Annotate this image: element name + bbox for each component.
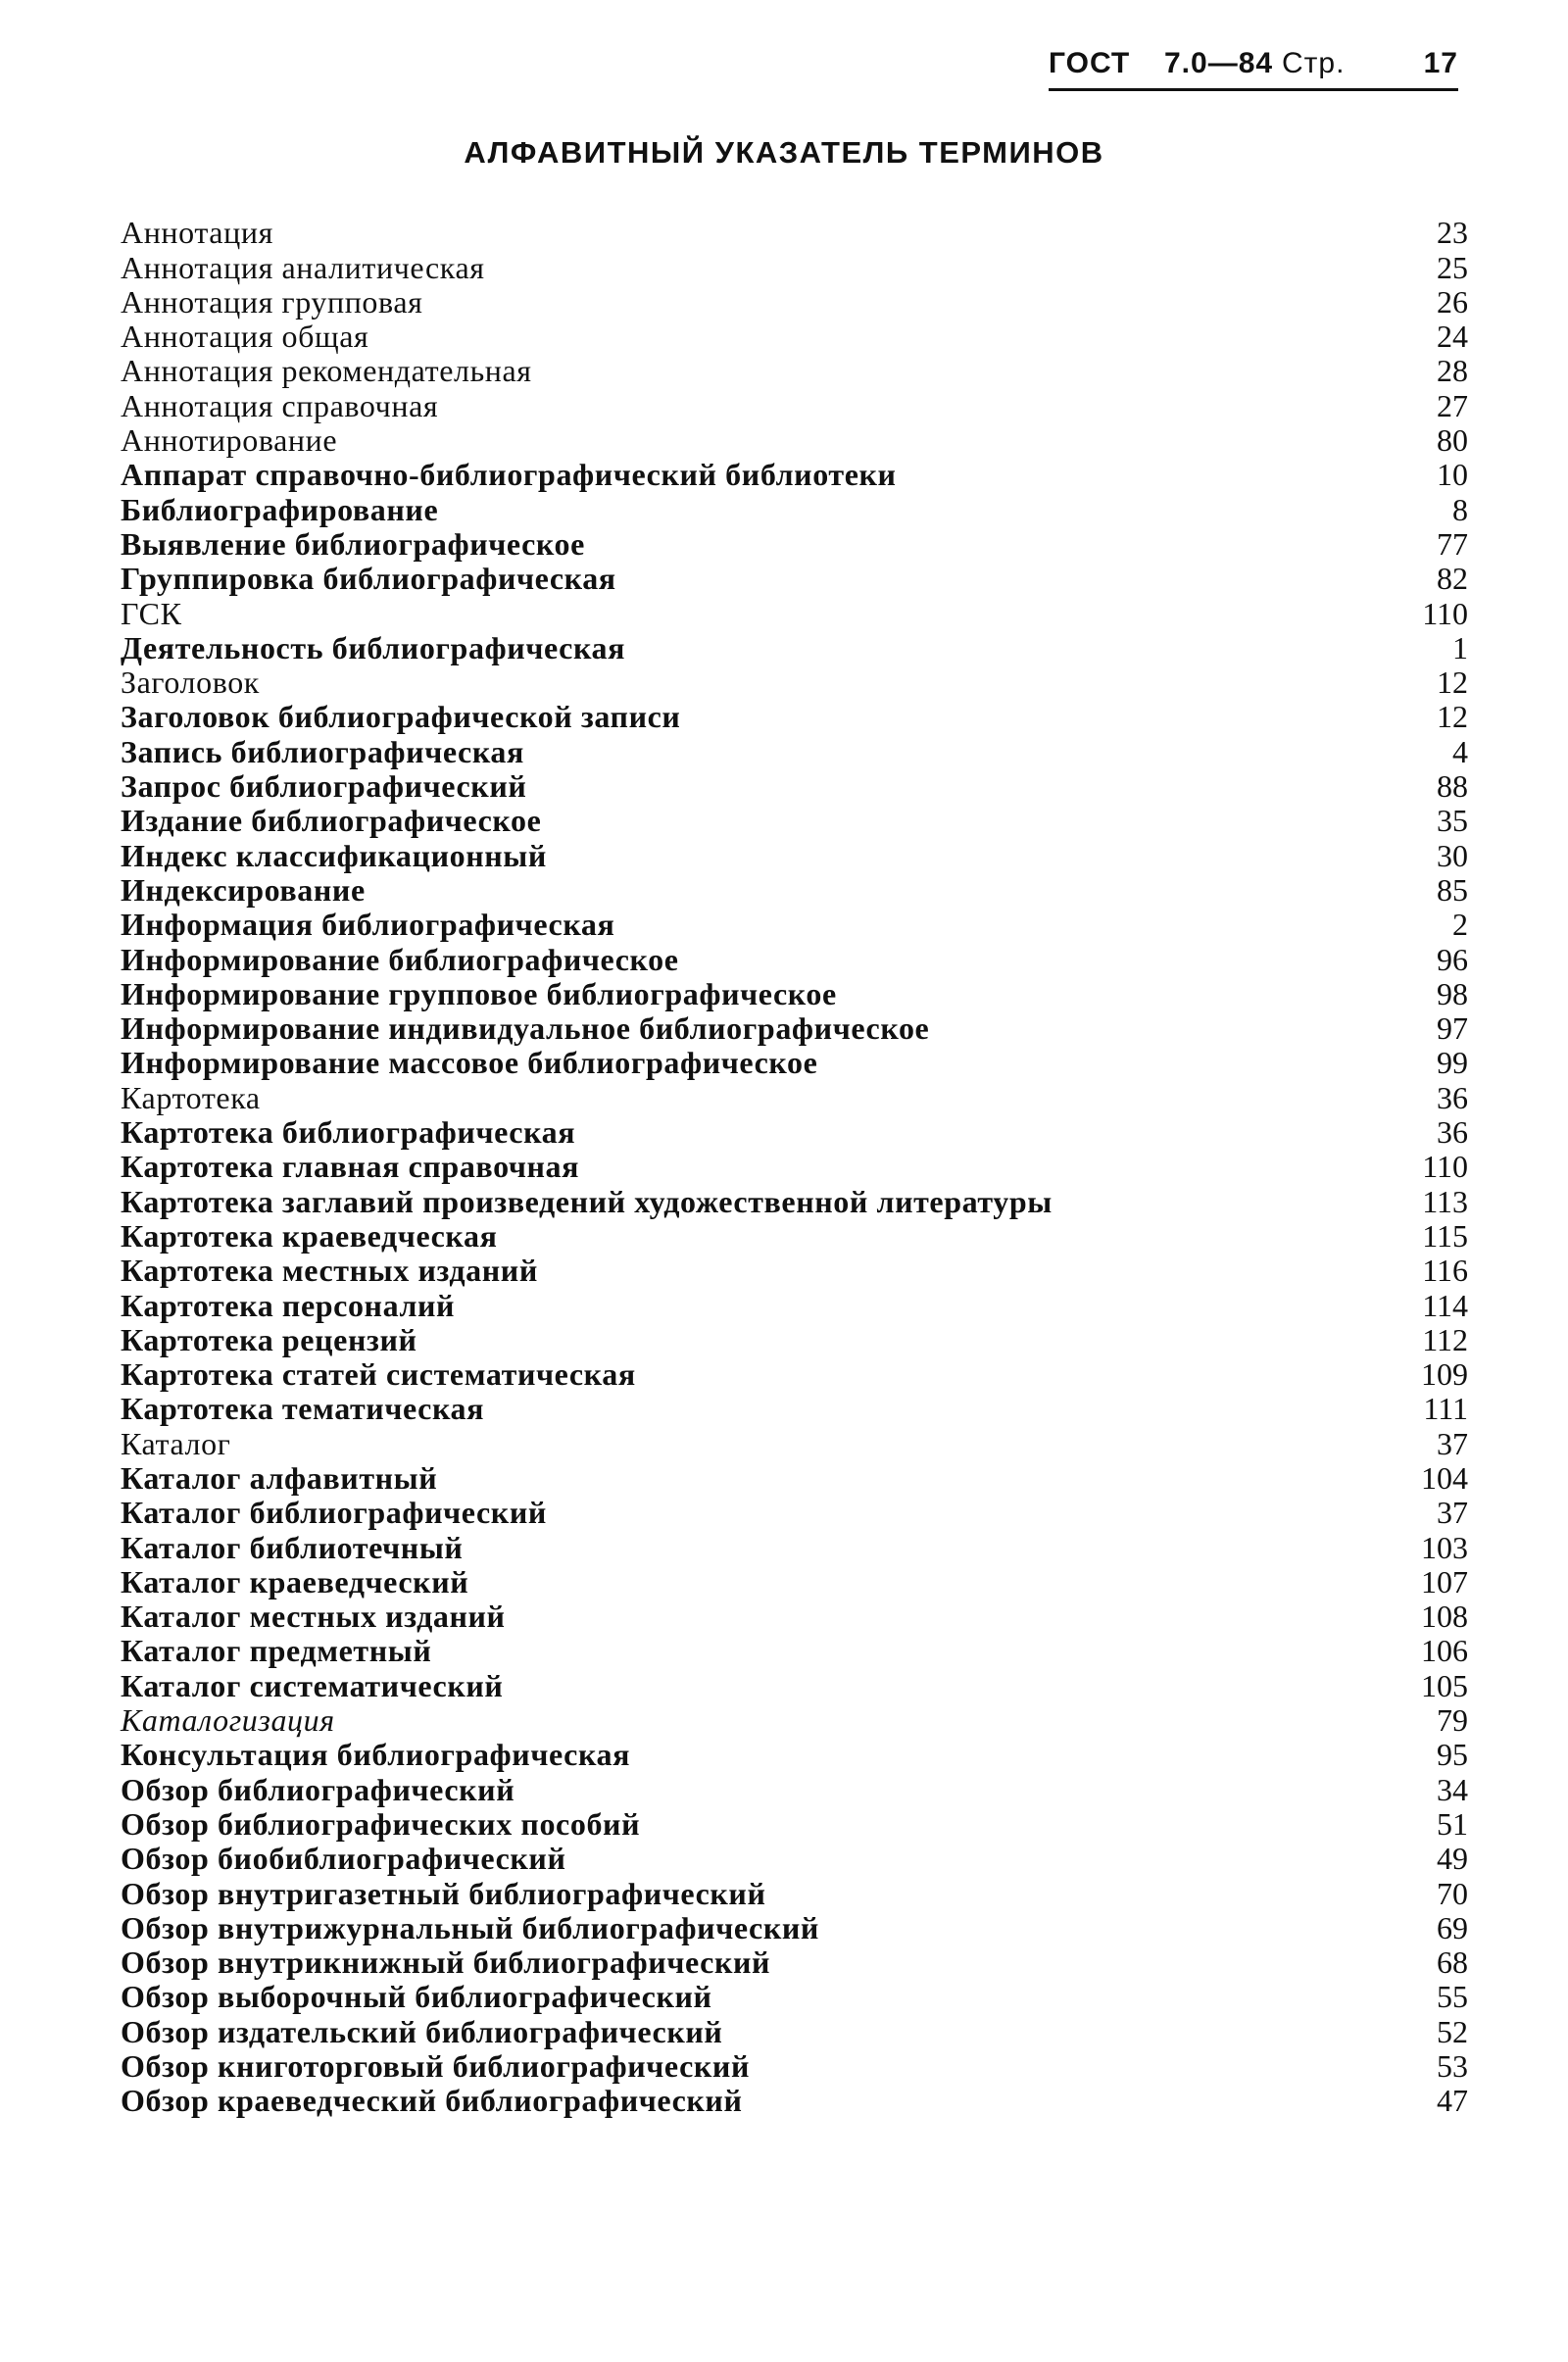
index-entry (121, 456, 1473, 493)
index-entry (121, 940, 1473, 977)
index-ref-number: 23 (1437, 215, 1468, 251)
index-term: Заголовок библиографической записи (121, 699, 681, 735)
index-entry (121, 421, 1473, 459)
index-term: Картотека персоналий (121, 1287, 456, 1323)
index-term: Каталог (121, 1425, 231, 1461)
index-entry (121, 975, 1473, 1009)
index-ref-number: 10 (1437, 457, 1468, 493)
index-entry (121, 1805, 1473, 1840)
index-entry (121, 248, 1473, 285)
index-entry (121, 664, 1473, 701)
index-ref-number: 98 (1437, 975, 1468, 1011)
index-entry (121, 1078, 1473, 1115)
index-ref-number: 104 (1421, 1459, 1468, 1496)
index-entry (121, 698, 1473, 735)
page-title: АЛФАВИТНЫЙ УКАЗАТЕЛЬ ТЕРМИНОВ (464, 135, 1104, 170)
running-header (1049, 47, 1458, 91)
index-ref-number: 30 (1437, 837, 1468, 873)
index-ref-number: 85 (1437, 871, 1468, 908)
index-term: Аннотация общая (121, 319, 369, 355)
term-index-list (121, 214, 1473, 2119)
index-ref-number: 36 (1437, 1114, 1468, 1151)
index-entry (121, 386, 1473, 423)
index-ref-number: 28 (1437, 353, 1468, 389)
index-term: Каталог библиографический (121, 1495, 547, 1531)
index-ref-number: 37 (1437, 1425, 1468, 1461)
index-entry (121, 802, 1473, 839)
index-term: Обзор внутригазетный библиографический (121, 1875, 766, 1911)
index-entry (121, 1944, 1473, 1981)
index-entry (121, 732, 1473, 769)
index-term: Заголовок (121, 664, 260, 701)
index-entry (121, 1598, 1473, 1635)
index-ref-number: 116 (1422, 1253, 1468, 1289)
index-entry (121, 767, 1473, 805)
index-ref-number: 108 (1421, 1599, 1468, 1635)
index-entry (121, 525, 1473, 560)
index-term: ГСК (121, 595, 182, 631)
index-term: Обзор внутрижурнальный библиографический (121, 1909, 819, 1945)
index-ref-number: 35 (1437, 803, 1468, 839)
index-ref-number: 109 (1421, 1356, 1468, 1393)
index-term: Запрос библиографический (121, 768, 527, 805)
index-entry (121, 1182, 1473, 1219)
index-entry (121, 594, 1473, 631)
index-ref-number: 24 (1437, 319, 1468, 355)
index-term: Каталог предметный (121, 1633, 432, 1669)
index-entry (121, 1148, 1473, 1185)
index-entry (121, 1666, 1473, 1703)
index-ref-number: 96 (1437, 941, 1468, 977)
index-entry (121, 1874, 1473, 1911)
index-ref-number: 69 (1437, 1909, 1468, 1945)
index-entry (121, 629, 1473, 664)
index-term: Каталог систематический (121, 1667, 504, 1703)
index-ref-number: 95 (1437, 1737, 1468, 1773)
index-entry (121, 1044, 1473, 1081)
index-entry (121, 836, 1473, 873)
index-ref-number: 113 (1422, 1183, 1468, 1219)
index-entry (121, 2012, 1473, 2049)
index-entry (121, 318, 1473, 355)
index-ref-number: 68 (1437, 1944, 1468, 1981)
index-ref-number: 107 (1421, 1563, 1468, 1599)
index-ref-number: 25 (1437, 249, 1468, 285)
index-term: Выявление библиографическое (121, 525, 585, 562)
index-term: Аппарат справочно-библиографический библиотеки (121, 457, 897, 493)
index-term: Обзор библиографических пособий (121, 1805, 641, 1842)
index-entry (121, 1909, 1473, 1944)
index-ref-number: 106 (1421, 1633, 1468, 1669)
index-term: Обзор издательский библиографический (121, 2013, 723, 2049)
index-ref-number: 99 (1437, 1045, 1468, 1081)
index-entry (121, 1459, 1473, 1494)
index-entry (121, 1009, 1473, 1047)
index-entry (121, 1217, 1473, 1252)
index-ref-number: 88 (1437, 768, 1468, 805)
index-ref-number: 111 (1423, 1391, 1468, 1427)
index-term: Каталогизация (121, 1702, 335, 1739)
index-term: Обзор выборочный библиографический (121, 1979, 712, 2015)
index-entry (121, 2082, 1473, 2119)
index-ref-number: 52 (1437, 2013, 1468, 2049)
index-term: Обзор краеведческий библиографический (121, 2083, 743, 2119)
index-term: Аннотация (121, 215, 273, 251)
index-term: Картотека библиографическая (121, 1114, 576, 1151)
index-entry (121, 352, 1473, 389)
index-term: Обзор внутрикнижный библиографический (121, 1944, 771, 1981)
index-ref-number: 12 (1437, 699, 1468, 735)
index-ref-number: 82 (1437, 561, 1468, 597)
index-entry (121, 1286, 1473, 1323)
index-term: Аннотация групповая (121, 283, 423, 320)
index-term: Каталог библиотечный (121, 1529, 464, 1565)
index-term: Обзор книготорговый библиографический (121, 2048, 751, 2085)
index-term: Информирование индивидуальное библиографическое (121, 1010, 930, 1047)
index-ref-number: 47 (1437, 2083, 1468, 2119)
index-entry (121, 871, 1473, 906)
index-ref-number: 103 (1421, 1529, 1468, 1565)
index-term: Картотека тематическая (121, 1391, 485, 1427)
index-entry (121, 1736, 1473, 1773)
index-ref-number: 4 (1452, 733, 1468, 769)
index-entry (121, 1632, 1473, 1669)
index-ref-number: 26 (1437, 283, 1468, 320)
index-term: Библиографирование (121, 491, 439, 527)
index-term: Каталог краеведческий (121, 1563, 469, 1599)
index-ref-number: 37 (1437, 1495, 1468, 1531)
index-entry (121, 1390, 1473, 1427)
index-term: Картотека статей систематическая (121, 1356, 636, 1393)
index-ref-number: 34 (1437, 1771, 1468, 1807)
index-ref-number: 53 (1437, 2048, 1468, 2085)
index-entry (121, 490, 1473, 527)
index-ref-number: 80 (1437, 422, 1468, 459)
index-term: Информирование библиографическое (121, 941, 679, 977)
index-entry (121, 283, 1473, 318)
index-ref-number: 112 (1422, 1321, 1468, 1357)
index-term: Обзор биобиблиографический (121, 1841, 566, 1877)
index-ref-number: 115 (1422, 1217, 1468, 1254)
index-term: Картотека главная справочная (121, 1149, 580, 1185)
index-term: Аннотация рекомендательная (121, 353, 532, 389)
index-term: Обзор библиографический (121, 1771, 515, 1807)
index-entry (121, 1494, 1473, 1531)
index-entry (121, 1424, 1473, 1461)
standard-number: 7.0—84 (1164, 47, 1274, 79)
index-ref-number: 110 (1422, 595, 1468, 631)
index-term: Индекс классификационный (121, 837, 547, 873)
index-term: Запись библиографическая (121, 733, 524, 769)
index-entry (121, 906, 1473, 943)
index-ref-number: 49 (1437, 1841, 1468, 1877)
index-entry (121, 1563, 1473, 1598)
index-term: Каталог местных изданий (121, 1599, 506, 1635)
index-entry (121, 2047, 1473, 2085)
index-entry (121, 1770, 1473, 1807)
index-ref-number: 110 (1422, 1149, 1468, 1185)
index-term: Картотека местных изданий (121, 1253, 538, 1289)
index-ref-number: 1 (1452, 629, 1468, 665)
index-term: Издание библиографическое (121, 803, 542, 839)
index-term: Картотека краеведческая (121, 1217, 498, 1254)
standard-label: ГОСТ (1049, 47, 1131, 79)
index-entry (121, 1978, 1473, 2015)
index-ref-number: 55 (1437, 1979, 1468, 2015)
index-ref-number: 114 (1422, 1287, 1468, 1323)
index-entry (121, 1355, 1473, 1393)
index-ref-number: 27 (1437, 387, 1468, 423)
index-entry (121, 1528, 1473, 1565)
index-term: Информирование массовое библиографическое (121, 1045, 818, 1081)
index-entry (121, 1113, 1473, 1151)
index-term: Аннотация аналитическая (121, 249, 485, 285)
page-label: Стр. (1282, 47, 1346, 79)
index-term: Аннотирование (121, 422, 338, 459)
index-entry (121, 214, 1473, 251)
index-ref-number: 8 (1452, 491, 1468, 527)
index-term: Деятельность библиографическая (121, 629, 626, 665)
index-ref-number: 12 (1437, 664, 1468, 701)
page-number: 17 (1423, 47, 1458, 79)
index-ref-number: 97 (1437, 1010, 1468, 1047)
index-term: Аннотация справочная (121, 387, 439, 423)
index-entry (121, 560, 1473, 597)
index-term: Картотека рецензий (121, 1321, 417, 1357)
index-entry (121, 1321, 1473, 1355)
index-entry (121, 1252, 1473, 1289)
index-ref-number: 70 (1437, 1875, 1468, 1911)
index-ref-number: 77 (1437, 525, 1468, 562)
index-ref-number: 105 (1421, 1667, 1468, 1703)
index-term: Индексирование (121, 871, 366, 908)
index-ref-number: 36 (1437, 1079, 1468, 1115)
index-term: Информирование групповое библиографическое (121, 975, 837, 1011)
index-term: Каталог алфавитный (121, 1459, 438, 1496)
index-term: Информация библиографическая (121, 907, 615, 943)
index-ref-number: 51 (1437, 1805, 1468, 1842)
index-entry (121, 1840, 1473, 1877)
index-entry (121, 1701, 1473, 1739)
index-ref-number: 2 (1452, 907, 1468, 943)
index-term: Картотека заглавий произведений художественной литературы (121, 1183, 1053, 1219)
index-ref-number: 79 (1437, 1702, 1468, 1739)
index-term: Картотека (121, 1079, 261, 1115)
index-term: Группировка библиографическая (121, 561, 616, 597)
index-term: Консультация библиографическая (121, 1737, 631, 1773)
